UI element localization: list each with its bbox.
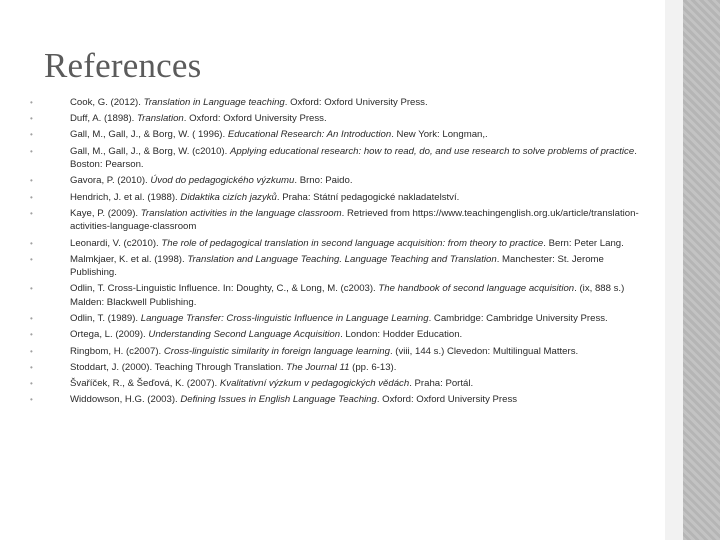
reference-item [30,282,640,309]
reference-text: Gall, M., Gall, J., & Borg, W. (c2010). Applying educational research: how to read, do, and use research to solve problems of practice. Boston: Pearson. [70,145,637,171]
reference-text: Švaříček, R., & Šeďová, K. (2007). Kvalitativní výzkum v pedagogických vědách. Praha: Portál. [70,378,474,389]
bullet-icon: • [30,146,33,156]
reference-item [30,145,640,172]
reference-item [30,128,640,142]
reference-item [30,112,640,126]
reference-item [30,174,640,188]
right-edge-texture-strip [683,0,720,540]
reference-text: Kaye, P. (2009). Translation activities in the language classroom. Retrieved from https://www.teachingenglish.org.uk/article/translation-activities-language-classroom [70,207,639,233]
reference-item [30,345,640,359]
reference-text: Cook, G. (2012). Translation in Language teaching. Oxford: Oxford University Press. [70,97,428,108]
reference-item [30,96,640,110]
reference-item [30,361,640,375]
reference-item [30,207,640,234]
bullet-icon: • [30,314,33,324]
reference-text: Ortega, L. (2009). Understanding Second Language Acquisition. London: Hodder Education. [70,329,463,341]
bullet-icon: • [30,114,33,124]
bullet-icon: • [30,176,33,186]
bullet-icon: • [30,208,33,218]
bullet-icon: • [30,98,33,107]
bullet-icon: • [30,130,33,140]
bullet-icon: • [30,379,33,388]
slide-title: References [44,46,202,85]
reference-item [30,253,640,280]
bullet-icon: • [30,284,33,294]
reference-text: Leonardi, V. (c2010). The role of pedagogical translation in second language acquisition: from theory to practice. Bern: Peter Lang. [70,237,624,249]
reference-text: Hendrich, J. et al. (1988). Didaktika cizích jazyků. Praha: Státní pedagogické nakladatelství. [70,191,460,203]
reference-list [30,96,640,409]
reference-text: Gall, M., Gall, J., & Borg, W. ( 1996). Educational Research: An Introduction. New York: Longman,. [70,129,488,141]
reference-item [30,393,640,407]
reference-item [30,377,640,391]
reference-text: Malmkjaer, K. et al. (1998). Translation and Language Teaching. Language Teaching and Translation. Manchester: St. Jerome Publishing. [70,253,604,279]
bullet-icon: • [30,362,33,372]
bullet-icon: • [30,192,33,202]
reference-text: Stoddart, J. (2000). Teaching Through Translation. The Journal 11 (pp. 6-13). [70,361,397,373]
bullet-icon: • [30,330,33,340]
bullet-icon: • [30,346,33,356]
reference-item [30,237,640,251]
reference-text: Odlin, T. Cross-Linguistic Influence. In: Doughty, C., & Long, M. (c2003). The handbook of second language acquisition. (ix, 888 s.) Malden: Blackwell Publishing. [70,283,625,309]
reference-item [30,191,640,205]
bullet-icon: • [30,238,33,248]
reference-item [30,328,640,342]
reference-text: Duff, A. (1898). Translation. Oxford: Oxford University Press. [70,113,327,125]
reference-text: Odlin, T. (1989). Language Transfer: Cross-linguistic Influence in Language Learning. Cambridge: Cambridge University Press. [70,313,608,325]
reference-text: Gavora, P. (2010). Úvod do pedagogického výzkumu. Brno: Paido. [70,175,353,187]
bullet-icon: • [30,254,33,264]
reference-text: Ringbom, H. (c2007). Cross-linguistic similarity in foreign language learning. (viii, 144 s.) Clevedon: Multilingual Matters. [70,345,579,357]
bullet-icon: • [30,395,33,405]
reference-item [30,312,640,326]
reference-text: Widdowson, H.G. (2003). Defining Issues in English Language Teaching. Oxford: Oxford University Press [70,394,518,406]
